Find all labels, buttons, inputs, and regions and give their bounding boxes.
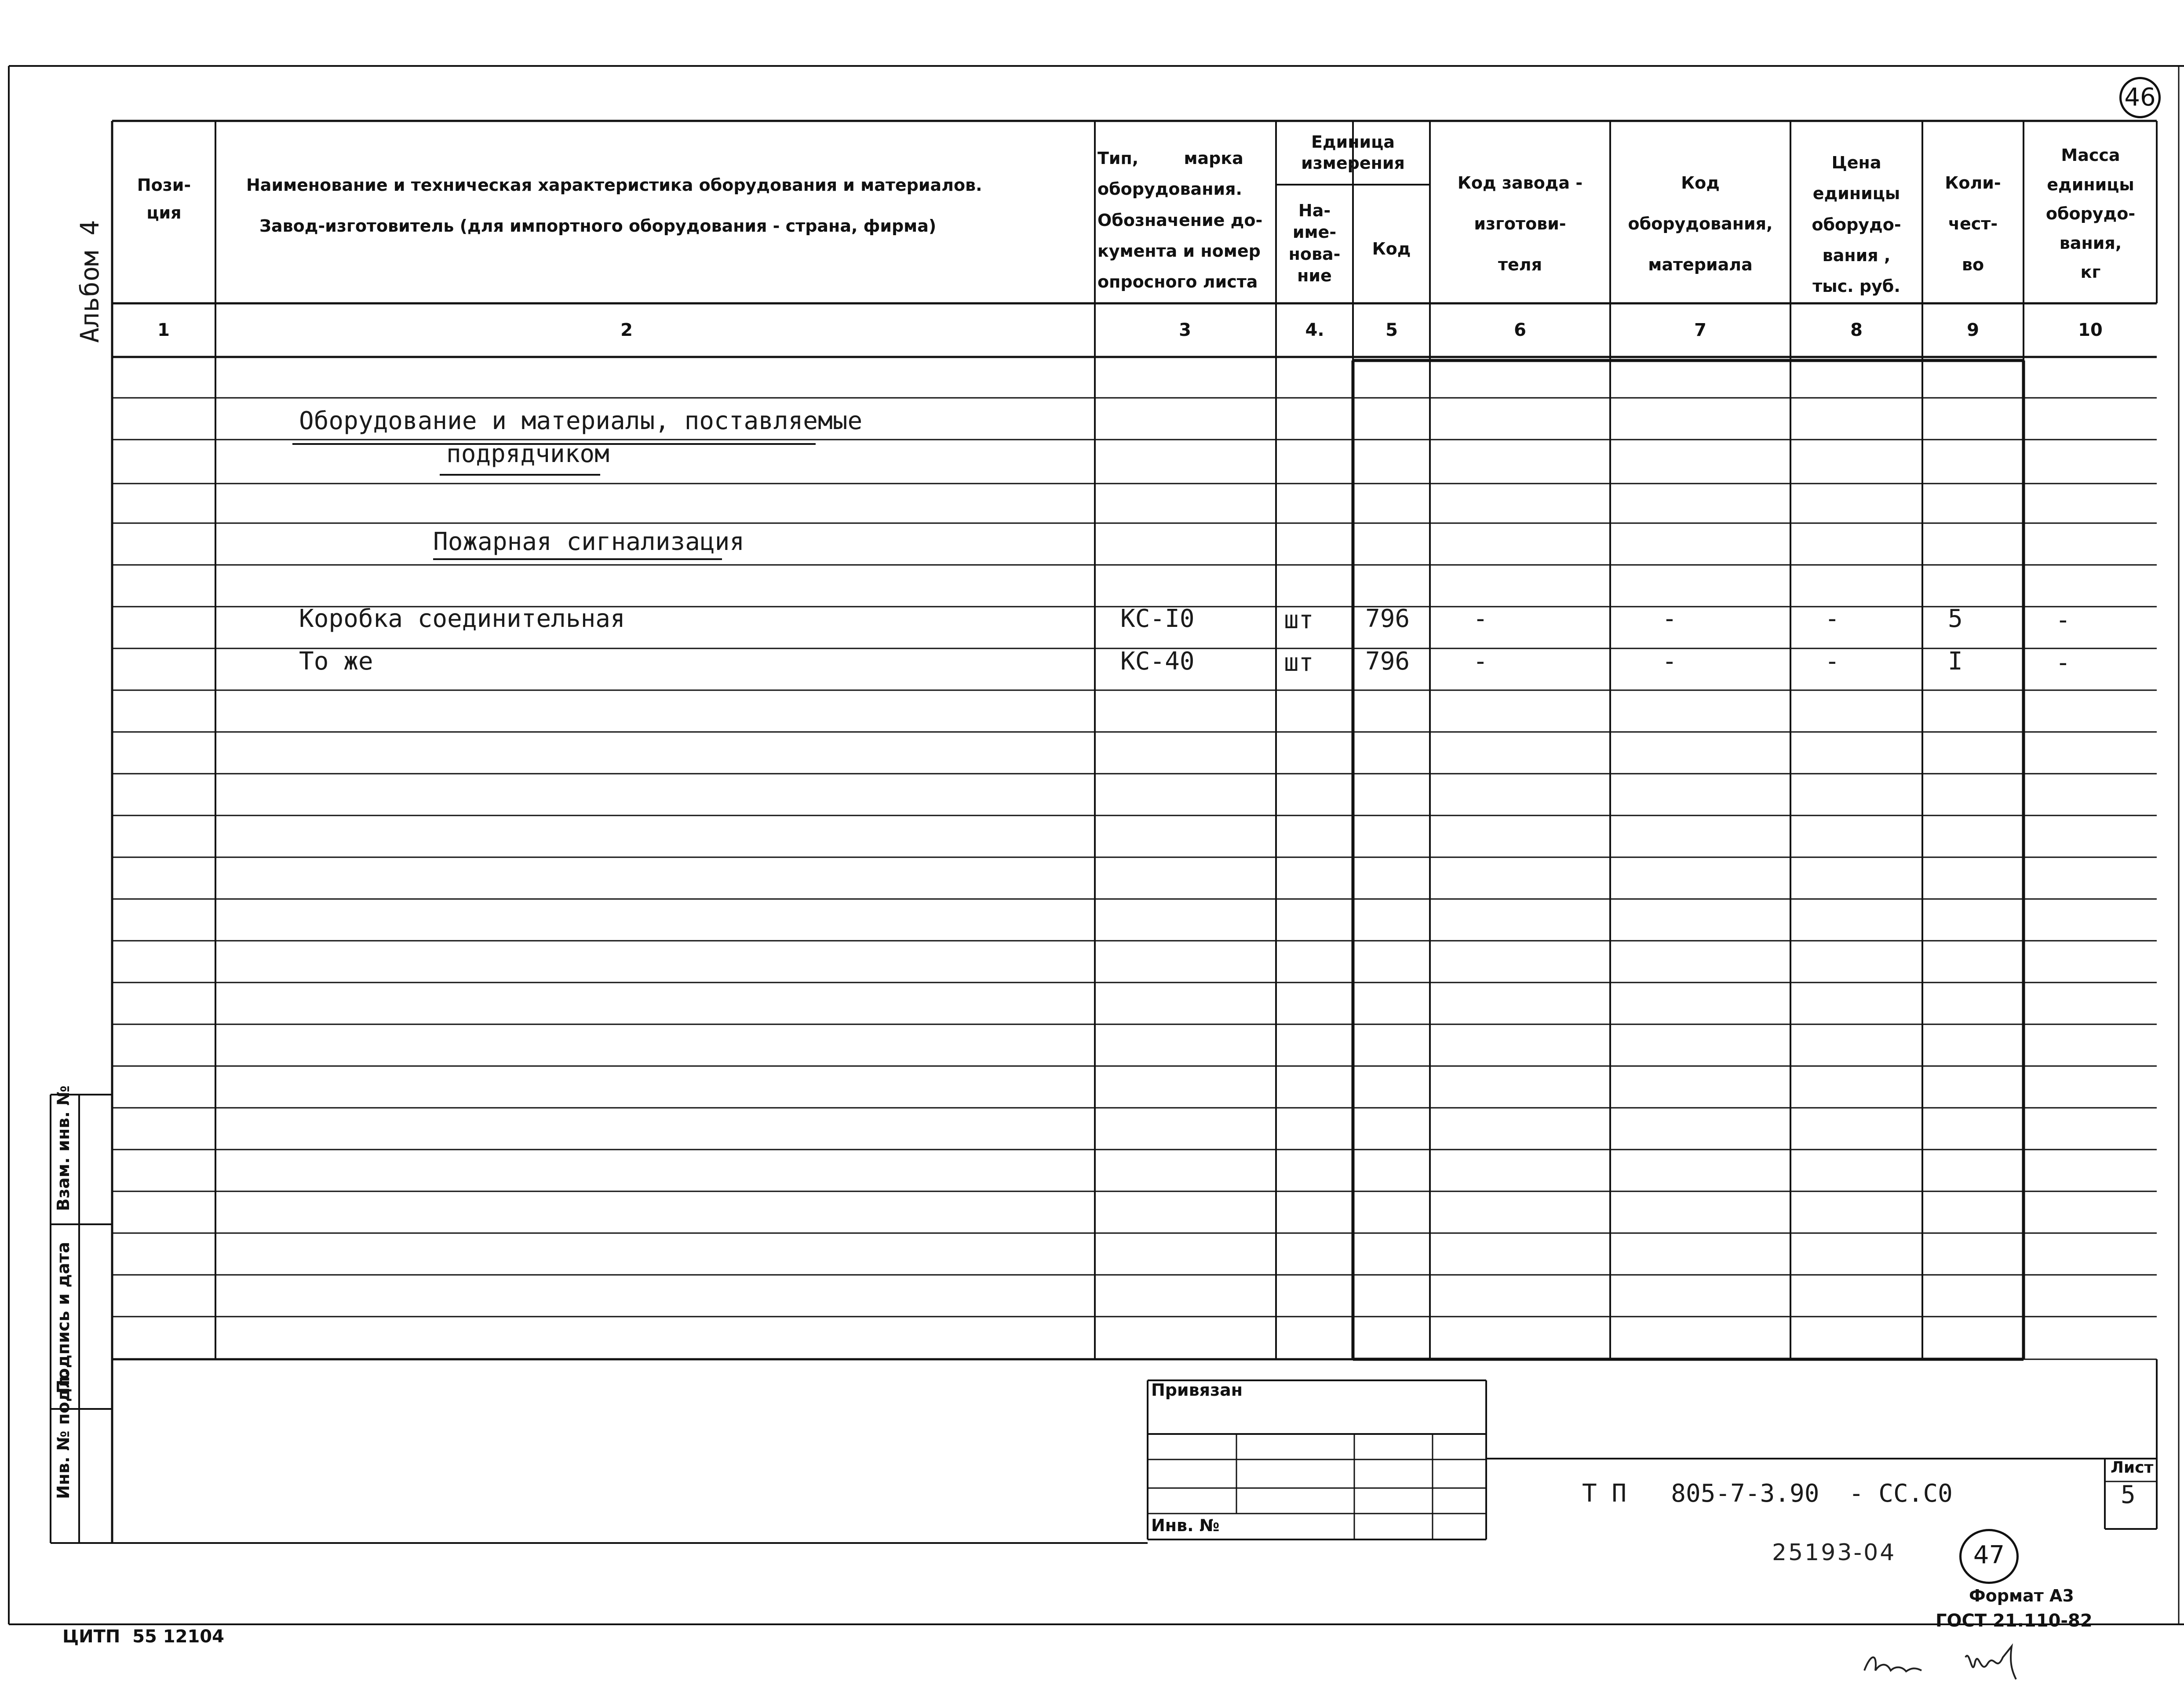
- sheet-label: Лист: [2111, 1459, 2154, 1477]
- column-number: 9: [1967, 320, 1979, 340]
- row-code: 796: [1365, 604, 1410, 633]
- header-type: Тип, марка оборудования. Обозначение до- кумента и номер опросного листа: [1097, 149, 1263, 292]
- section-title-line1: Оборудование и материалы, поставляемые: [299, 407, 863, 435]
- column-number: 7: [1694, 320, 1706, 340]
- row-quantity: 5: [1948, 604, 1963, 633]
- privyazan-label: Привязан: [1151, 1380, 1243, 1400]
- section-title-line2: подрядчиком: [446, 440, 609, 468]
- header-mass: Масса единицы оборудо- вания, кг: [2045, 146, 2136, 282]
- header-quantity: Коли- чест- во: [1945, 173, 2001, 275]
- column-number: 3: [1179, 320, 1191, 340]
- row-quantity: I: [1948, 647, 1963, 676]
- cnp-label: ЦИТП 55 12104: [62, 1627, 224, 1647]
- row-code: 796: [1365, 647, 1410, 676]
- header-unit-code: Код: [1372, 239, 1411, 258]
- row-type: КС-I0: [1120, 604, 1195, 633]
- inv-podl-label: Инв. № подл.: [54, 1369, 73, 1499]
- row-price: -: [1825, 647, 1840, 676]
- header-equipment-code: Код оборудования, материала: [1628, 173, 1773, 275]
- column-number: 8: [1850, 320, 1863, 340]
- gost-label: ГОСТ 21.110-82: [1936, 1611, 2093, 1631]
- subsection-title: Пожарная сигнализация: [433, 528, 745, 556]
- row-factory: -: [1473, 604, 1488, 633]
- page-number-stamp-bottom: 47: [1959, 1529, 2019, 1584]
- row-unit: шт: [1284, 648, 1314, 677]
- inv-no-label: Инв. №: [1151, 1516, 1220, 1535]
- column-number: 4.: [1305, 320, 1324, 340]
- document-code: Т П 805-7-3.90 - СС.С0: [1582, 1479, 1953, 1508]
- row-price: -: [1825, 604, 1840, 633]
- signature-date-label: Подпись и дата: [54, 1241, 73, 1394]
- row-name: То же: [299, 647, 373, 676]
- signature: [1860, 1640, 2045, 1684]
- header-price: Цена единицы оборудо- вания , тыс. руб.: [1812, 153, 1901, 296]
- row-unit: шт: [1284, 606, 1314, 634]
- album-label: Альбом 4: [75, 220, 105, 343]
- column-number: 6: [1514, 320, 1526, 340]
- row-factory: -: [1473, 647, 1488, 676]
- column-number: 2: [620, 320, 633, 340]
- header-position: Пози- ция: [137, 175, 191, 222]
- vzam-inv-label: Взам. инв. №: [54, 1085, 73, 1211]
- archive-number: 25193-04: [1772, 1539, 1896, 1566]
- row-type: КС-40: [1120, 647, 1195, 676]
- row-name: Коробка соединительная: [299, 604, 625, 633]
- header-unit-group: Единица измерения: [1301, 132, 1405, 173]
- column-number: 5: [1386, 320, 1398, 340]
- column-number: 10: [2078, 320, 2103, 340]
- row-equipment: -: [1662, 604, 1677, 633]
- row-mass: -: [2056, 606, 2071, 634]
- header-factory-code: Код завода - изготови- теля: [1457, 173, 1583, 275]
- header-unit-name: На- име- нова- ние: [1288, 201, 1341, 286]
- row-equipment: -: [1662, 647, 1677, 676]
- format-label: Формат А3: [1969, 1586, 2074, 1605]
- page-number-stamp-top: 46: [2119, 77, 2161, 118]
- header-name: Наименование и техническая характеристика оборудования и материалов. Завод-изготовитель (для импортного оборудования - страна, фирма): [246, 175, 982, 236]
- sheet-number: 5: [2121, 1481, 2136, 1509]
- column-number: 1: [157, 320, 170, 340]
- row-mass: -: [2056, 648, 2071, 677]
